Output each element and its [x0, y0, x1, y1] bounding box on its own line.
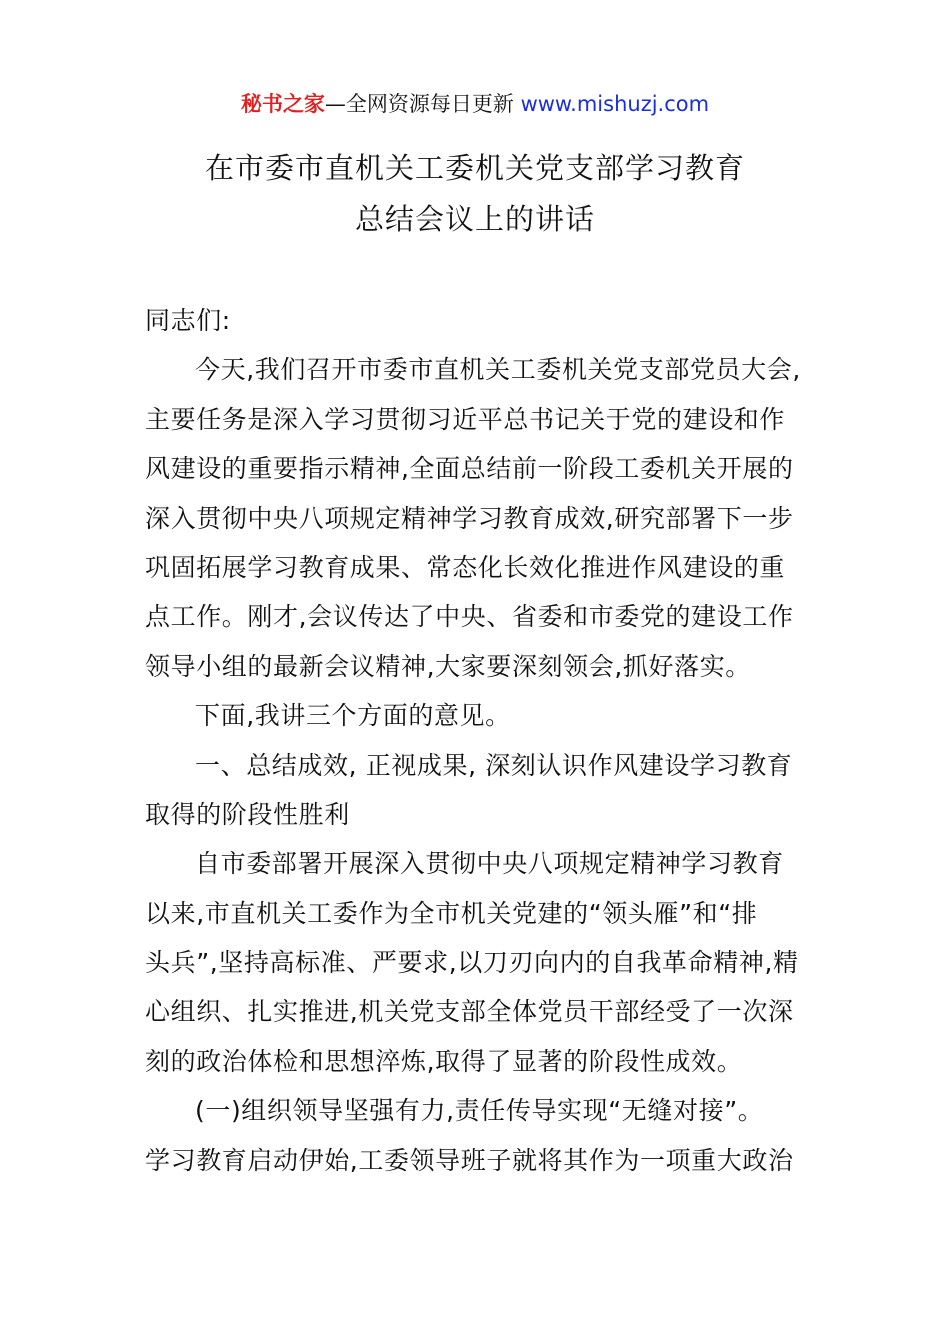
text-line: 以来,市直机关工委作为全市机关党建的“领头雁”和“排 — [145, 898, 758, 928]
site-header — [0, 88, 950, 120]
text-line: 点工作。刚才,会议传达了中央、省委和市委党的建设工作 — [145, 602, 794, 632]
site-url-link[interactable]: www.mishuzj.com — [520, 92, 710, 116]
text-line: 风建设的重要指示精神,全面总结前一阶段工委机关开展的 — [145, 454, 794, 484]
subsection-heading: (一)组织领导坚强有力,责任传导实现“无缝对接”。 — [195, 1096, 764, 1126]
text-line: 头兵”,坚持高标准、严要求,以刀刃向内的自我革命精神,精 — [145, 948, 799, 978]
section-heading: 一、总结成效, 正视成果, 深刻认识作风建设学习教育 — [195, 750, 793, 780]
text-line: 领导小组的最新会议精神,大家要深刻领会,抓好落实。 — [145, 651, 751, 681]
text-line: 心组织、扎实推进,机关党支部全体党员干部经受了一次深 — [145, 997, 794, 1027]
document-title-line-1: 在市委市直机关工委机关党支部学习教育 — [204, 151, 745, 185]
section-heading-continued: 取得的阶段性胜利 — [145, 799, 350, 829]
text-line: 今天,我们召开市委市直机关工委机关党支部党员大会, — [195, 355, 801, 385]
text-line: 下面,我讲三个方面的意见。 — [195, 701, 511, 731]
text-line: 刻的政治体检和思想淬炼,取得了显著的阶段性成效。 — [145, 1046, 743, 1076]
document-title-line-2: 总结会议上的讲话 — [354, 202, 595, 236]
brand-name: 秘书之家 — [240, 92, 325, 116]
header-tagline: —全网资源每日更新 — [324, 92, 514, 116]
text-line: 学习教育启动伊始,工委领导班子就将其作为一项重大政治 — [145, 1145, 794, 1175]
speech-body — [145, 296, 810, 1185]
text-line: 巩固拓展学习教育成果、常态化长效化推进作风建设的重 — [145, 552, 786, 582]
salutation: 同志们: — [145, 306, 231, 335]
text-line: 主要任务是深入学习贯彻习近平总书记关于党的建设和作 — [145, 404, 786, 434]
text-line: 深入贯彻中央八项规定精神学习教育成效,研究部署下一步 — [145, 503, 794, 533]
text-line: 自市委部署开展深入贯彻中央八项规定精神学习教育 — [195, 849, 784, 879]
